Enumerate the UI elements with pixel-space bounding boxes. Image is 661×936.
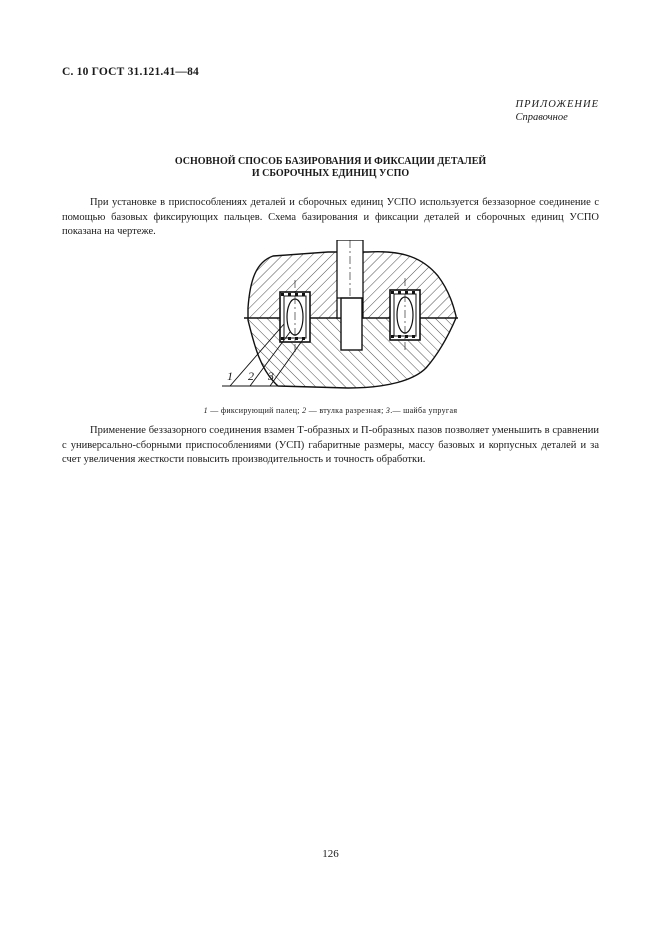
- section-heading-line2: И СБОРОЧНЫХ ЕДИНИЦ УСПО: [251, 168, 410, 179]
- caption-text-1: — фиксирующий палец;: [207, 406, 303, 415]
- caption-text-2: — втулка разрезная;: [306, 406, 386, 415]
- caption-text-3: .— шайба упругая: [390, 406, 458, 415]
- appendix-title: ПРИЛОЖЕНИЕ: [515, 99, 599, 110]
- figure-caption: [62, 406, 599, 415]
- caption-num-2: 2: [302, 406, 307, 415]
- section-heading: [62, 156, 599, 180]
- caption-num-1: 1: [203, 406, 208, 415]
- intro-paragraph: При установке в приспособлениях деталей и сборочных единиц УСПО используется беззазорное соединение с помощью базовых фиксирующих пальцев. Схема базирования и фиксации деталей и сборочных единиц УСПО показана на чертеже.: [62, 197, 599, 237]
- application-paragraph: Применение беззазорного соединения взамен Т-образных и П-образных пазов позволяет уменьшить в сравнении с универсально-сборными приспособлениями (УСП) габаритные размеры, массу базовых и корпусных деталей и за счет увеличения жесткости повысить производительность и точность обработки.: [62, 425, 599, 465]
- appendix-subtitle: Справочное: [515, 112, 568, 123]
- page-header: С. 10 ГОСТ 31.121.41—84: [62, 66, 199, 78]
- leader-label-2: 2: [248, 369, 254, 383]
- section-heading-line1: ОСНОВНОЙ СПОСОБ БАЗИРОВАНИЯ И ФИКСАЦИИ ДЕТАЛЕЙ: [174, 156, 487, 167]
- basing-drawing: [218, 240, 458, 392]
- caption-num-3: 3: [385, 406, 391, 415]
- leader-label-1: 1: [227, 369, 233, 383]
- page-number: 126: [322, 848, 339, 860]
- leader-label-3: 3: [268, 369, 274, 383]
- appendix-label: [516, 98, 600, 124]
